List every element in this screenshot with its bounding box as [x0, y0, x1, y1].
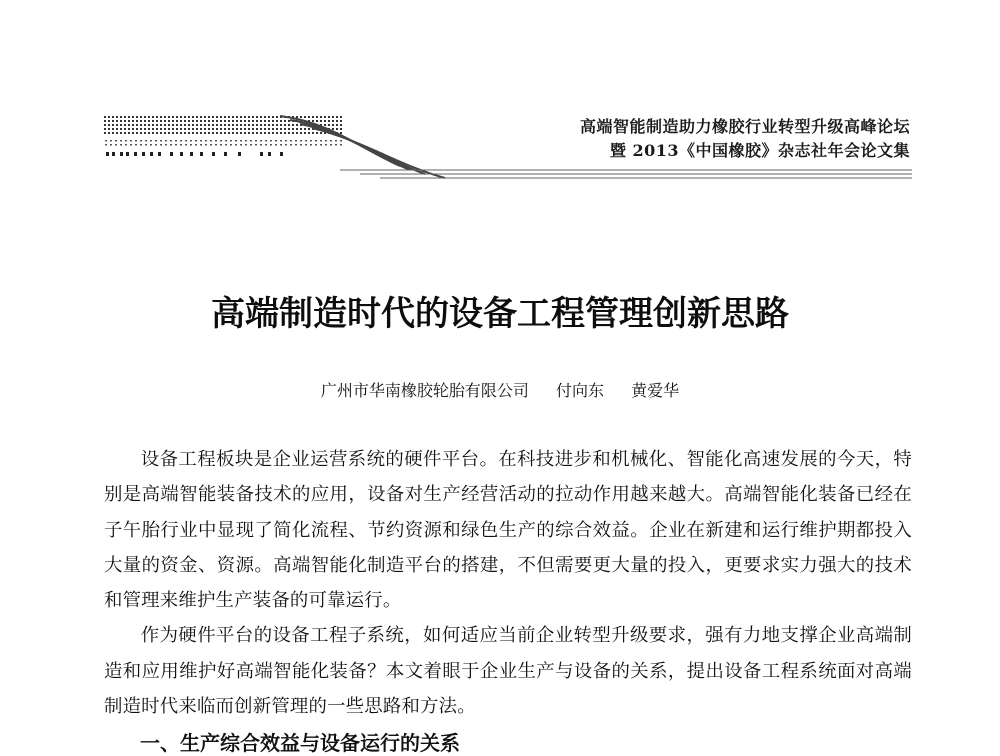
author-1: 付向东 [555, 381, 604, 400]
paragraph-1: 设备工程板块是企业运营系统的硬件平台。在科技进步和机械化、智能化高速发展的今天，特别是高端智能装备技术的应用，设备对生产经营活动的拉动作用越来越大。高端智能化装备已经在子午胎行业中显现了简化流程、节约资源和绿色生产的综合效益。企业在新建和运行维护期都投入大量的资金、资源。高端智能化制造平台的搭建，不但需要更大量的投入，更要求实力强大的技术和管理来维护生产装备的可靠运行。 [104, 449, 912, 612]
article-title: 高端制造时代的设备工程管理创新思路 [211, 294, 789, 334]
proceedings-header [580, 115, 910, 163]
author-line [0, 378, 1000, 401]
paragraph-2: 作为硬件平台的设备工程子系统，如何适应当前企业转型升级要求，强有力地支撑企业高端制造和应用维护好高端智能化装备？本文着眼于企业生产与设备的关系，提出设备工程系统面对高端制造时代来临而创新管理的一些思路和方法。 [104, 625, 912, 718]
header-line-2: 暨 2013《中国橡胶》杂志社年会论文集 [609, 141, 910, 160]
author-2: 黄爱华 [631, 381, 680, 400]
affiliation: 广州市华南橡胶轮胎有限公司 [320, 381, 529, 400]
article-body [104, 442, 912, 724]
header-line-1: 高端智能制造助力橡胶行业转型升级高峰论坛 [579, 117, 910, 136]
section-heading: 一、生产综合效益与设备运行的关系 [140, 731, 460, 755]
